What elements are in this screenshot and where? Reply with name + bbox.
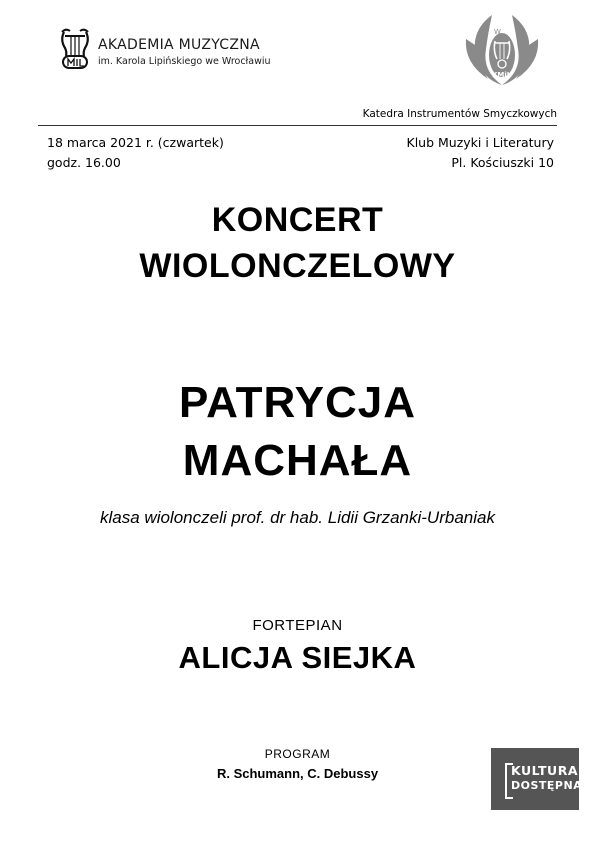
- concert-title: [0, 197, 595, 289]
- institution-name: AKADEMIA MUZYCZNA: [98, 37, 260, 53]
- class-note: klasa wiolonczeli prof. dr hab. Lidii Grzanki-Urbaniak: [100, 508, 495, 527]
- concert-title-line2: WIOLONCZELOWY: [139, 247, 456, 285]
- piano-label: FORTEPIAN: [252, 617, 343, 634]
- kmil-logo-letters: KMiL: [492, 71, 512, 79]
- event-date: 18 marca 2021 r. (czwartek): [47, 135, 224, 150]
- event-location: [407, 133, 555, 173]
- program-works: R. Schumann, C. Debussy: [216, 766, 379, 781]
- event-venue: Klub Muzyki i Literatury: [406, 135, 554, 150]
- institution-subtitle: im. Karola Lipińskiego we Wrocławiu: [98, 56, 271, 67]
- header-divider: [38, 125, 557, 126]
- kmil-logo: [462, 13, 542, 89]
- event-time: godz. 16.00: [47, 155, 121, 170]
- lyre-logo-icon: [58, 26, 92, 74]
- badge-line1: KULTURA: [511, 763, 578, 778]
- program-label: PROGRAM: [264, 747, 331, 761]
- kmil-logo-top-letter: W: [494, 28, 501, 36]
- kultura-dostepna-badge: [491, 748, 583, 810]
- pianist-name: ALICJA SIEJKA: [178, 640, 417, 675]
- badge-line2: DOSTĘPNA: [511, 779, 583, 792]
- academy-logo: [58, 26, 273, 76]
- soloist-name: [0, 374, 595, 490]
- event-datetime: [47, 133, 224, 173]
- department-name: Katedra Instrumentów Smyczkowych: [362, 108, 557, 120]
- event-address: Pl. Kościuszki 10: [451, 155, 554, 170]
- concert-title-line1: KONCERT: [211, 201, 384, 239]
- soloist-last-name: MACHAŁA: [182, 436, 413, 485]
- soloist-first-name: PATRYCJA: [179, 378, 416, 427]
